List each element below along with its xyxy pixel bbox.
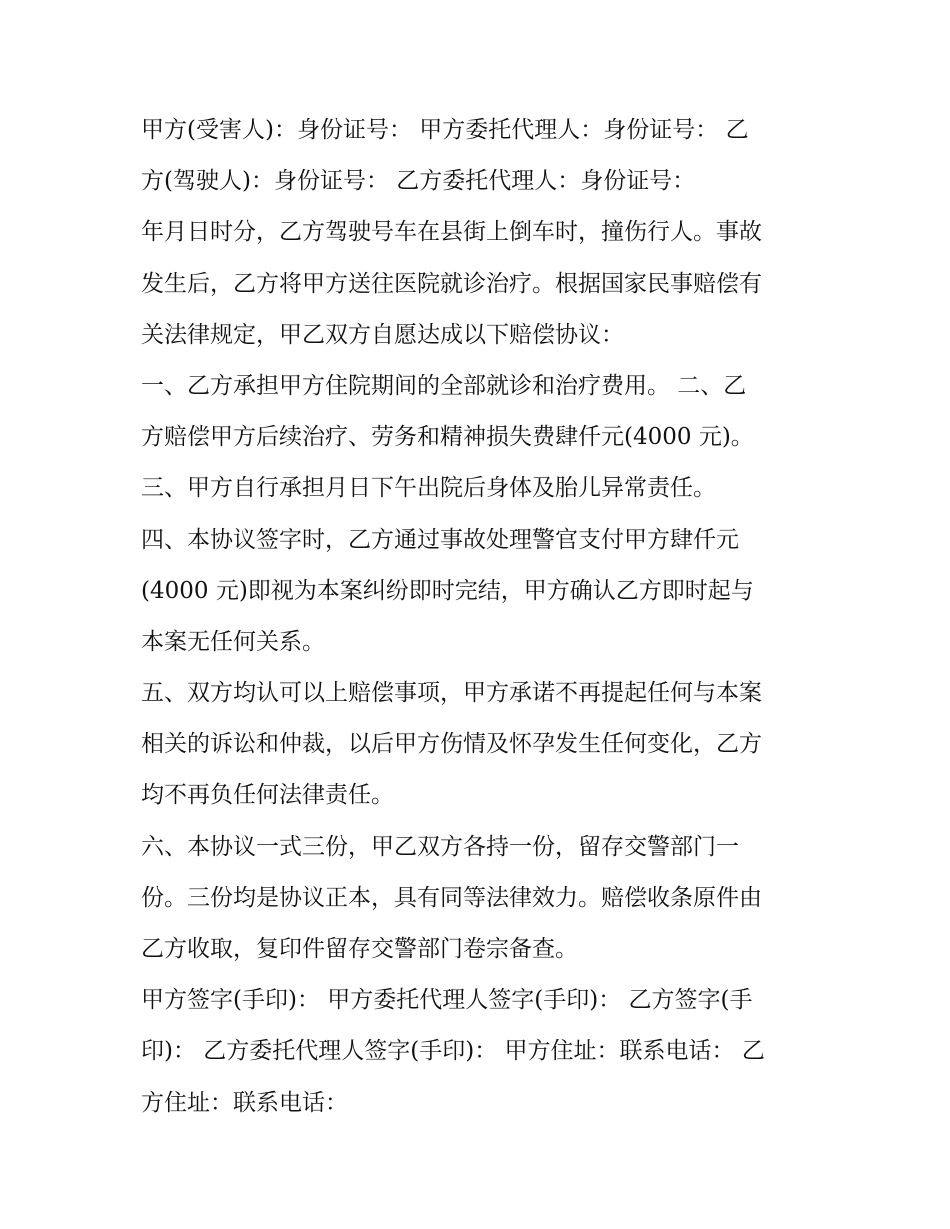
text-line: 五、双方均认可以上赔偿事项，甲方承诺不再提起任何与本案 xyxy=(141,680,762,707)
text-line: 年月日时分，乙方驾驶号车在县街上倒车时，撞伤行人。事故 xyxy=(141,219,762,246)
text-line: 四、本协议签字时，乙方通过事故处理警官支付甲方肆仟元 xyxy=(141,526,739,553)
paragraph-signatures xyxy=(141,975,813,1129)
text-line: 三、甲方自行承担月日下午出院后身体及胎儿异常责任。 xyxy=(141,475,716,502)
text-line: 一、乙方承担甲方住院期间的全部就诊和治疗费用。 二、乙 xyxy=(141,372,747,399)
text-line: 份。三份均是协议正本，具有同等法律效力。赔偿收条原件由 xyxy=(141,884,762,911)
text-line: 相关的诉讼和仲裁，以后甲方伤情及怀孕发生任何变化，乙方 xyxy=(141,731,762,758)
paragraph-clause-3 xyxy=(141,463,813,514)
paragraph-clause-4 xyxy=(141,515,813,669)
text-line: 发生后，乙方将甲方送往医院就诊治疗。根据国家民事赔偿有 xyxy=(141,270,762,297)
text-line: 均不再负任何法律责任。 xyxy=(141,782,394,809)
text-line: (4000 元)即视为本案纠纷即时完结，甲方确认乙方即时起与 xyxy=(141,577,754,604)
text-line: 六、本协议一式三份，甲乙双方各持一份，留存交警部门一 xyxy=(141,833,739,860)
paragraph-clause-5 xyxy=(141,668,813,822)
agreement-body xyxy=(141,105,813,1129)
paragraph-parties xyxy=(141,105,813,207)
paragraph-clause-6 xyxy=(141,822,813,976)
text-line: 方赔偿甲方后续治疗、劳务和精神损失费肆仟元(4000 元)。 xyxy=(141,424,754,451)
text-line: 本案无任何关系。 xyxy=(141,628,325,655)
paragraph-clause-1-2 xyxy=(141,361,813,463)
text-line: 甲方签字(手印)： 甲方委托代理人签字(手印)： 乙方签字(手 xyxy=(141,987,753,1014)
text-line: 关法律规定，甲乙双方自愿达成以下赔偿协议： xyxy=(141,321,624,348)
paragraph-incident xyxy=(141,207,813,361)
text-line: 印)： 乙方委托代理人签字(手印)： 甲方住址：联系电话： 乙 xyxy=(141,1038,765,1065)
text-line: 甲方(受害人)：身份证号： 甲方委托代理人：身份证号： 乙 xyxy=(141,117,749,143)
text-line: 乙方收取，复印件留存交警部门卷宗备查。 xyxy=(141,936,578,962)
text-line: 方(驾驶人)：身份证号： 乙方委托代理人：身份证号： xyxy=(141,168,696,195)
text-line: 方住址：联系电话： xyxy=(141,1089,348,1116)
